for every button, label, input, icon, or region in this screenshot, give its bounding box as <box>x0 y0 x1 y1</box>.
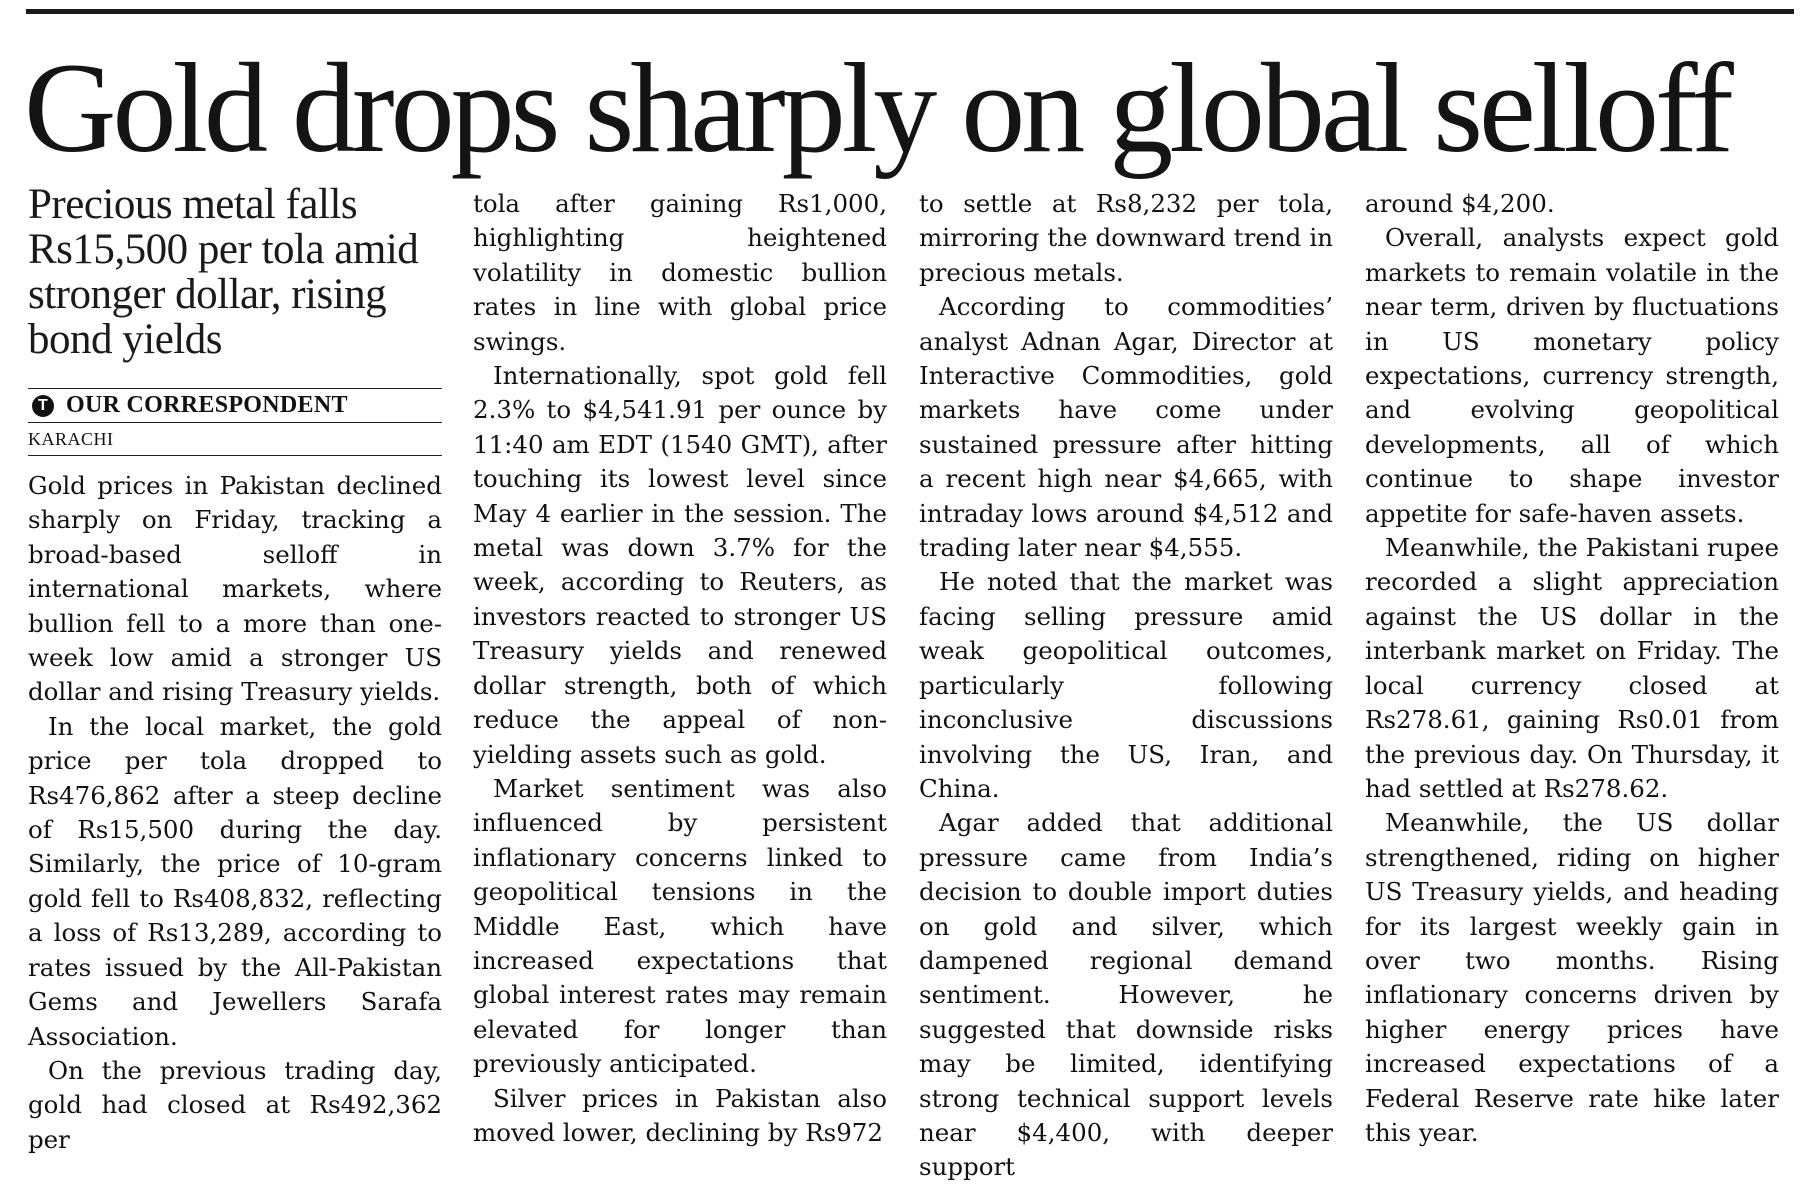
article-column-4 <box>1365 187 1779 1150</box>
byline-text: OUR CORRESPONDENT <box>66 392 348 418</box>
article-column-1 <box>28 182 442 1157</box>
paragraph: He noted that the market was facing selling pressure amid weak geopolitical outcomes, particularly following inconclusive discussions involving the US, Iran, and China. <box>919 567 1333 803</box>
paragraph: Market sentiment was also influenced by persistent inflationary concerns linked to geopolitical tensions in the Middle East, which have increased expectations that global interest rates may remain elevated for longer than previously anticipated. <box>473 773 887 1079</box>
subheadline: Precious metal falls Rs15,500 per tola amid stronger dollar, rising bond yields <box>28 181 419 363</box>
paragraph: Internationally, spot gold fell 2.3% to $4,541.91 per ounce by 11:40 am EDT (1540 GMT), after touching its lowest level since May 4 earlier in the session. The metal was down 3.7% for the week, according to Reuters, as investors reacted to stronger US Treasury yields and renewed dollar strength, both of which reduce the appeal of non-yielding assets such as gold. <box>473 361 887 769</box>
publication-logo-icon: T <box>32 395 54 417</box>
paragraph: Overall, analysts expect gold markets to remain volatile in the near term, driven by fluctuations in US monetary policy expectations, currency strength, and evolving geopolitical developments, all of which continue to shape investor appetite for safe-haven assets. <box>1365 223 1779 528</box>
paragraph: In the local market, the gold price per tola dropped to Rs476,862 after a steep decline of Rs15,500 during the day. Similarly, the price of 10-gram gold fell to Rs408,832, reflecting a loss of Rs13,289, according to rates issued by the All-Pakistan Gems and Jewellers Sarafa Association. <box>28 711 442 1051</box>
byline <box>28 388 442 423</box>
paragraph: According to commodities’ analyst Adnan Agar, Director at Interactive Commodities, gold markets have come under sustained pressure after hitting a recent high near $4,665, with intraday lows around $4,512 and trading later near $4,555. <box>919 292 1333 563</box>
top-rule <box>26 9 1794 14</box>
paragraph: Meanwhile, the US dollar strengthened, riding on higher US Treasury yields, and heading for its largest weekly gain in over two months. Rising inflationary concerns driven by higher energy prices have increased expectations of a Federal Reserve rate hike later this year. <box>1365 808 1779 1147</box>
paragraph-continued: to settle at Rs8,232 per tola, mirroring the downward trend in precious metals. <box>919 189 1333 287</box>
paragraph-continued: around $4,200. <box>1365 189 1555 218</box>
paragraph: On the previous trading day, gold had closed at Rs492,362 per <box>28 1055 442 1154</box>
paragraph: Agar added that additional pressure came from India’s decision to double import duties on gold and silver, which dampened regional demand sentiment. However, he suggested that downside risks may be limited, identifying strong technical support levels near $4,400, with deeper support <box>919 808 1333 1182</box>
paragraph-continued: tola after gaining Rs1,000, highlighting heightened volatility in domestic bullion rates in line with global price swings. <box>473 189 887 356</box>
paragraph: Meanwhile, the Pakistani rupee recorded a slight appreciation against the US dollar in the interbank market on Friday. The local currency closed at Rs278.61, gaining Rs0.01 from the previous day. On Thursday, it had settled at Rs278.62. <box>1365 533 1779 803</box>
dateline: KARACHI <box>28 429 442 456</box>
paragraph: Silver prices in Pakistan also moved lower, declining by Rs972 <box>473 1083 887 1147</box>
article-column-2 <box>473 187 887 1150</box>
paragraph: Gold prices in Pakistan declined sharply on Friday, tracking a broad-based selloff in international markets, where bullion fell to a more than one-week low amid a stronger US dollar and rising Treasury yields. <box>28 471 442 707</box>
headline: Gold drops sharply on global selloff <box>24 37 1730 179</box>
article-column-3 <box>919 187 1333 1185</box>
